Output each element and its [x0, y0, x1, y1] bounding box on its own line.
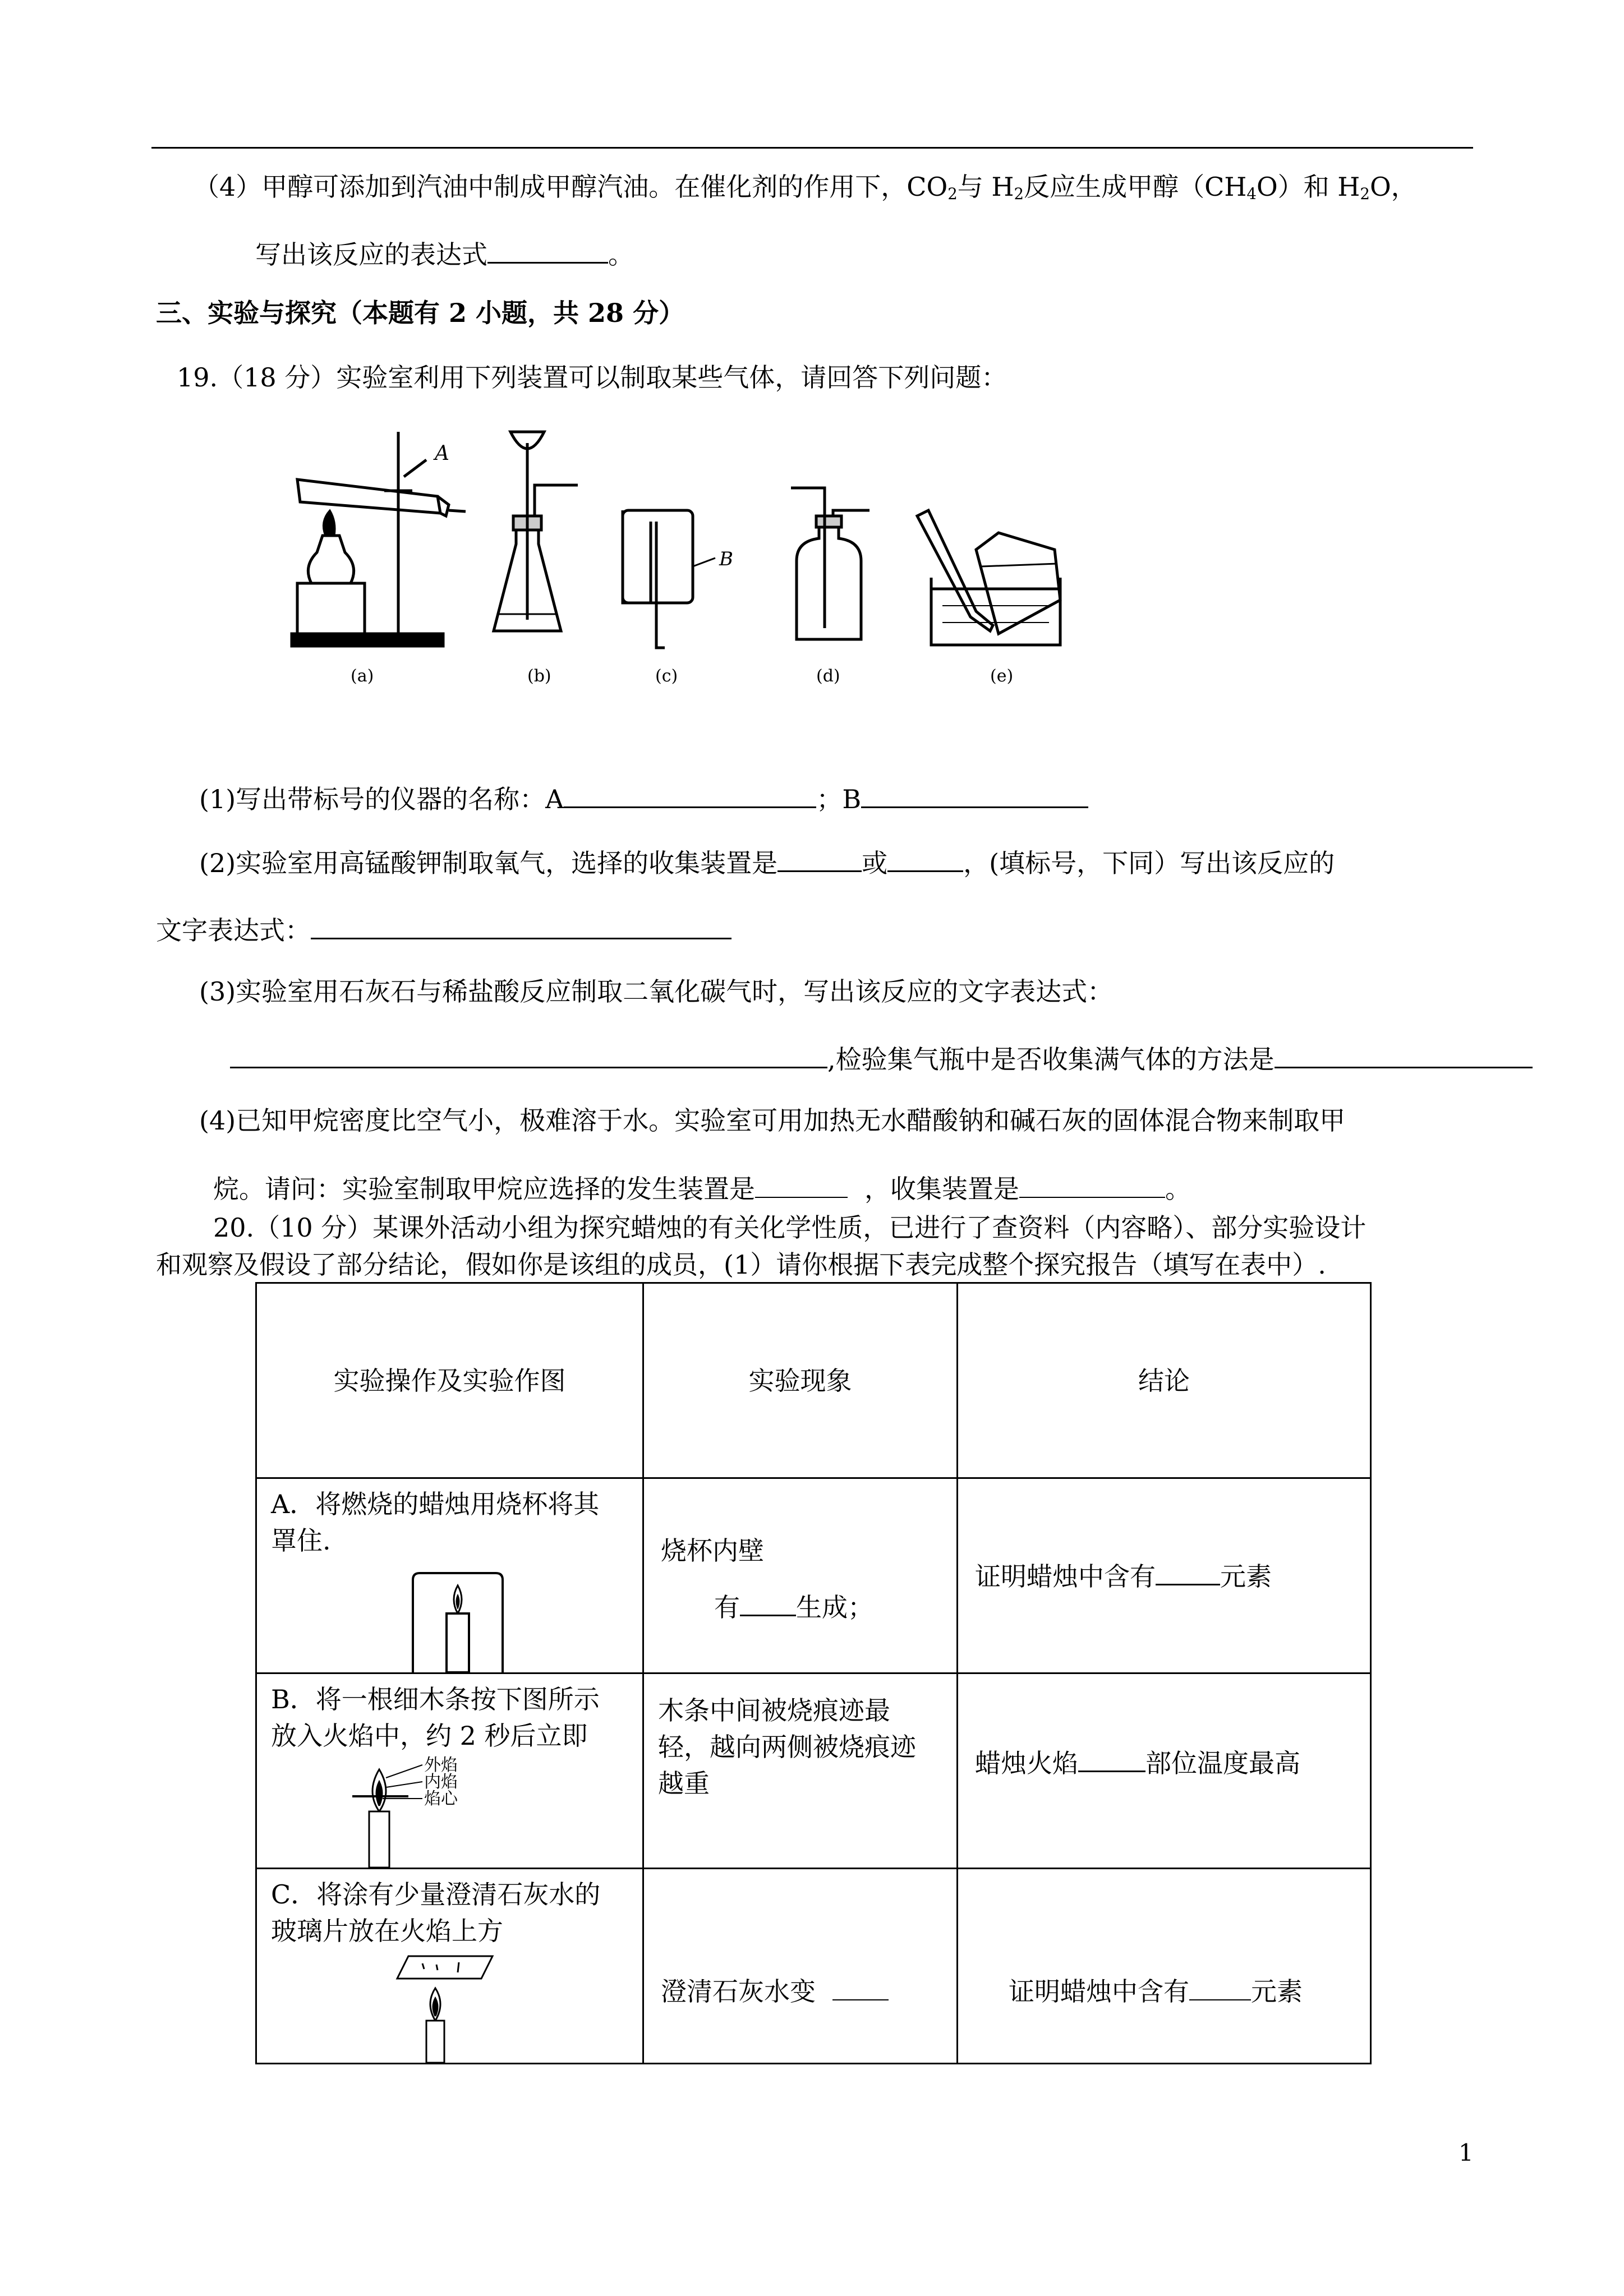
row-c-op-line1: C．将涂有少量澄清石灰水的	[271, 1879, 601, 1910]
q19-part2	[199, 847, 1335, 876]
q19-part3: (3)实验室用石灰石与稀盐酸反应制取二氧化碳气时，写出该反应的文字表达式：	[199, 976, 1114, 1007]
q19-p2-or: 或	[862, 848, 888, 878]
row-a-op-line1: A．将燃烧的蜡烛用烧杯将其	[271, 1489, 600, 1519]
subscript: 4	[1246, 185, 1257, 203]
row-a-conclusion	[975, 1560, 1272, 1592]
table-cell-operation	[256, 1673, 643, 1869]
q19-p2-text: (2)实验室用高锰酸钾制取氧气，选择的收集装置是	[199, 848, 778, 878]
apparatus-figure	[280, 421, 1122, 695]
row-b-con-end: 部位温度最高	[1145, 1748, 1300, 1778]
outer-flame-label: 外焰	[424, 1755, 458, 1775]
q19-p1-text: (1)写出带标号的仪器的名称：A	[199, 784, 564, 814]
row-b-ph-line2: 轻，越向两侧被烧痕迹	[658, 1732, 916, 1762]
caption-e: (e)	[990, 666, 1014, 686]
q19-p4-c: ，收集装置是	[864, 1174, 1019, 1204]
row-c-phenomenon	[661, 1976, 889, 2007]
flame-zones-figure	[341, 1753, 487, 1868]
row-c-con-text: 证明蜡烛中含有	[1009, 1976, 1189, 2007]
table-cell-conclusion	[958, 1673, 1371, 1869]
q19-part1	[199, 783, 1088, 812]
subscript: 2	[1360, 185, 1370, 203]
q19-part4-line2	[213, 1173, 1191, 1202]
row-b-con-text: 蜡烛火焰	[975, 1748, 1078, 1778]
subscript: 2	[1014, 185, 1024, 203]
row-a-ph-line2	[714, 1591, 873, 1620]
page-number: 1	[1459, 2139, 1474, 2166]
q18-4-text-b: 与 H	[957, 172, 1014, 202]
apparatus-a	[292, 432, 466, 646]
answer-blank[interactable]	[311, 914, 732, 939]
table-cell-operation	[256, 1478, 643, 1673]
q18-4-prefix: （4）	[194, 172, 262, 202]
table-header-row	[256, 1283, 1371, 1478]
row-a-ph-you: 有	[714, 1592, 740, 1622]
q20-line2: 和观察及假设了部分结论，假如你是该组的成员，(1）请你根据下表完成整个探究报告（填写在表中）.	[156, 1250, 1326, 1280]
q19-stem: 19.（18 分）实验室利用下列装置可以制取某些气体，请回答下列问题：	[177, 362, 1007, 393]
caption-d: (d)	[816, 666, 840, 686]
table-header-cell	[256, 1283, 643, 1478]
label-a: A	[435, 442, 449, 465]
beaker-over-candle-figure	[407, 1569, 508, 1672]
apparatus-b	[494, 432, 578, 631]
table-header-cell	[958, 1283, 1371, 1478]
answer-blank[interactable]	[778, 847, 862, 872]
table-row	[256, 1478, 1371, 1673]
caption-a: (a)	[351, 666, 374, 686]
answer-blank[interactable]	[1189, 1976, 1251, 2000]
label-b: B	[719, 548, 733, 570]
row-b-ph-line3: 越重	[658, 1768, 710, 1799]
q18-4-text-a: 甲醇可添加到汽油中制成甲醇汽油。在催化剂的作用下，CO	[261, 172, 948, 202]
row-b-conclusion	[975, 1747, 1300, 1776]
row-c-con-end: 元素	[1251, 1976, 1303, 2007]
flame-core-label: 焰心	[424, 1789, 458, 1809]
answer-blank[interactable]	[861, 783, 1088, 808]
q19-p2-d: 文字表达式：	[156, 915, 311, 946]
q19-part2-line2	[156, 914, 732, 946]
q19-p4-b: 烷。请问：实验室制取甲烷应选择的发生装置是	[213, 1174, 755, 1204]
q18-4-text-d: O）和 H	[1256, 172, 1360, 202]
header-conclusion: 结论	[1138, 1366, 1190, 1396]
row-a-op-line2: 罩住.	[271, 1525, 331, 1556]
table-cell-phenomenon	[643, 1869, 958, 2064]
row-a-con-end: 元素	[1220, 1561, 1272, 1592]
row-c-conclusion	[1009, 1976, 1303, 2007]
table-cell-operation	[256, 1869, 643, 2064]
answer-blank[interactable]	[887, 847, 963, 872]
answer-blank[interactable]	[755, 1173, 848, 1198]
header-operation: 实验操作及实验作图	[333, 1366, 566, 1396]
q20-line1: 20.（10 分）某课外活动小组为探究蜡烛的有关化学性质，已进行了查资料（内容略）、部分实验设计	[213, 1212, 1367, 1243]
apparatus-c	[623, 510, 733, 648]
row-b-ph-line1: 木条中间被烧痕迹最	[658, 1695, 890, 1726]
q19-p3-b: ,检验集气瓶中是否收集满气体的方法是	[827, 1044, 1275, 1075]
row-a-ph-end: 生成；	[796, 1592, 873, 1622]
q18-4-line2	[255, 238, 634, 268]
subscript: 2	[947, 185, 958, 203]
apparatus-e	[917, 510, 1060, 645]
answer-blank[interactable]	[487, 238, 608, 264]
answer-blank[interactable]	[1275, 1043, 1533, 1068]
answer-blank[interactable]	[1078, 1747, 1145, 1772]
experiment-table	[255, 1282, 1372, 2064]
q19-p1-b: ；B	[816, 784, 862, 814]
answer-blank[interactable]	[230, 1043, 827, 1068]
inner-flame-label: 内焰	[424, 1772, 458, 1792]
table-cell-conclusion	[958, 1478, 1371, 1673]
answer-blank[interactable]	[1156, 1560, 1220, 1585]
table-row	[256, 1673, 1371, 1869]
q19-p2-c: ，(填标号，下同）写出该反应的	[963, 848, 1335, 878]
answer-blank[interactable]	[564, 783, 816, 808]
header-rule	[151, 147, 1473, 149]
q19-part4: (4)已知甲烷密度比空气小，极难溶于水。实验室可用加热无水醋酸钠和碱石灰的固体混合物来制取甲	[199, 1105, 1346, 1136]
q19-part3-line2	[230, 1043, 1533, 1075]
row-c-ph-text: 澄清石灰水变	[661, 1976, 816, 2007]
row-a-con-text: 证明蜡烛中含有	[975, 1561, 1156, 1592]
row-b-op-line1: B．将一根细木条按下图所示	[271, 1684, 600, 1714]
answer-blank[interactable]	[832, 1976, 889, 2000]
table-cell-phenomenon	[643, 1673, 958, 1869]
q18-4-text-c: 反应生成甲醇（CH	[1024, 172, 1247, 202]
glass-over-flame-figure	[392, 1953, 498, 2063]
q18-4-line2-text: 写出该反应的表达式	[255, 239, 487, 270]
table-header-cell	[643, 1283, 958, 1478]
table-row	[256, 1869, 1371, 2064]
q19-p4-d: 。	[1165, 1174, 1191, 1204]
answer-blank[interactable]	[1019, 1173, 1165, 1198]
row-c-op-line2: 玻璃片放在火焰上方	[271, 1916, 503, 1946]
q18-4-line2-end: 。	[608, 239, 634, 270]
q18-4-line1	[194, 174, 1417, 202]
section-3-title: 三、实验与探究（本题有 2 小题，共 28 分）	[156, 298, 685, 328]
answer-blank[interactable]	[740, 1591, 796, 1616]
apparatus-d	[791, 488, 869, 639]
row-a-ph-line1: 烧杯内壁	[661, 1536, 764, 1566]
table-cell-conclusion	[958, 1869, 1371, 2064]
caption-c: (c)	[655, 666, 678, 686]
q18-4-text-e: O，	[1369, 172, 1417, 202]
table-cell-phenomenon	[643, 1478, 958, 1673]
header-phenomenon: 实验现象	[748, 1366, 852, 1396]
row-b-op-line2: 放入火焰中，约 2 秒后立即	[271, 1721, 588, 1751]
caption-b: (b)	[527, 666, 551, 686]
